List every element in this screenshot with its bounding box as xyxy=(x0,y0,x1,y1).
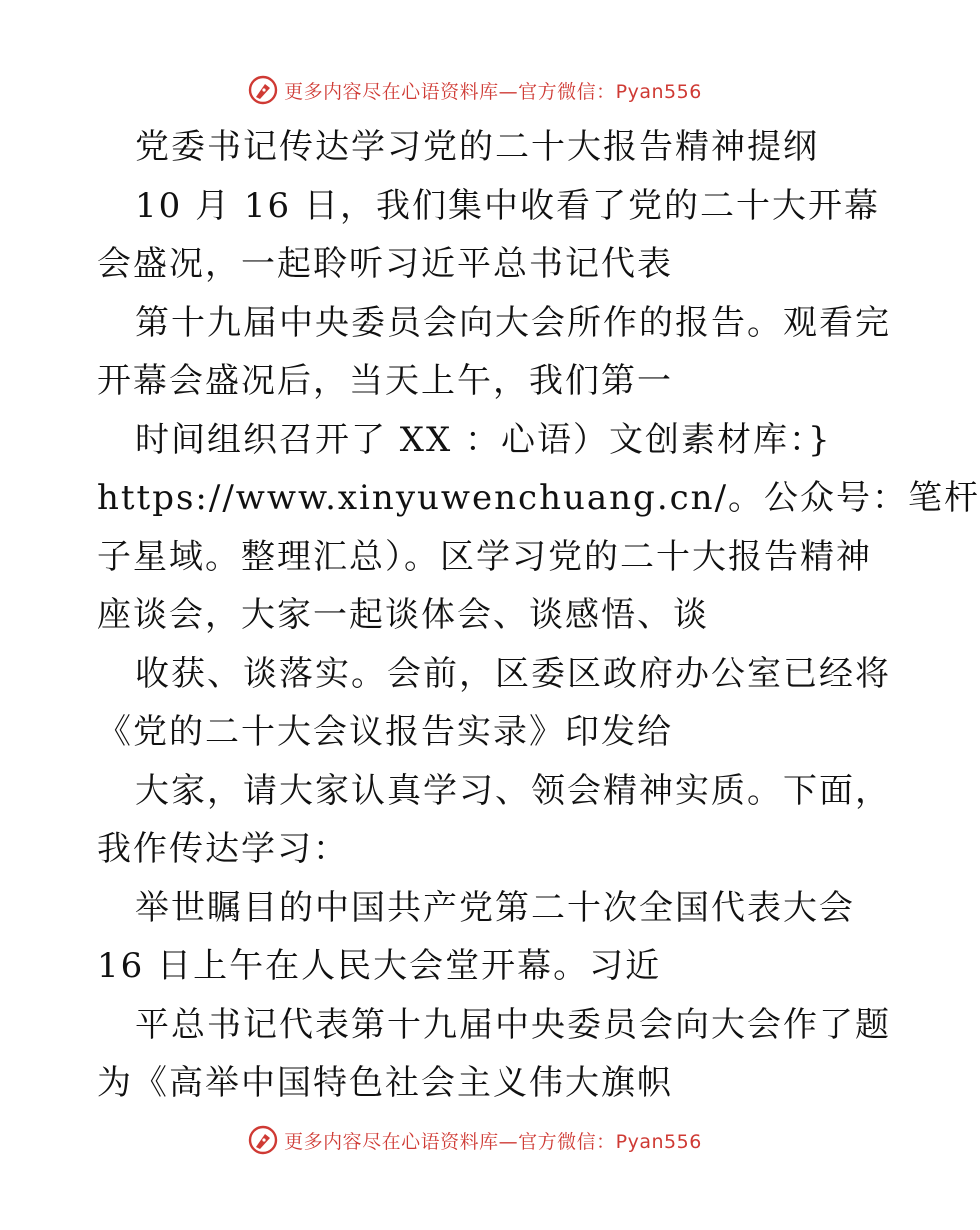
watermark-text: 更多内容尽在心语资料库—官方微信：Pyan556 xyxy=(284,80,702,103)
watermark-header xyxy=(0,70,950,110)
text-line: 座谈会，大家一起谈体会、谈感悟、谈 xyxy=(97,595,709,635)
text-line: 开幕会盛况后，当天上午，我们第一 xyxy=(97,361,673,401)
text-line: 举世瞩目的中国共产党第二十次全国代表大会 xyxy=(135,887,855,928)
text-line: 党委书记传达学习党的二十大报告精神提纲 xyxy=(135,127,819,167)
watermark-footer xyxy=(0,1120,950,1160)
text-line: 会盛况，一起聆听习近平总书记代表 xyxy=(97,244,673,284)
pen-nib-logo-icon xyxy=(248,1125,278,1155)
text-line: 第十九届中央委员会向大会所作的报告。观看完 xyxy=(135,302,891,343)
document-body xyxy=(97,118,980,1113)
text-line: 子星域。整理汇总）。区学习党的二十大报告精神 xyxy=(97,536,872,577)
text-line: 《党的二十大会议报告实录》印发给 xyxy=(97,712,673,752)
text-line: 16 日上午在人民大会堂开幕。习近 xyxy=(97,946,662,986)
text-line: 10 月 16 日，我们集中收看了党的二十大开幕 xyxy=(135,185,880,226)
text-line: 时间组织召开了 XX ：心语）文创素材库：} xyxy=(135,419,832,460)
text-line: 平总书记代表第十九届中央委员会向大会作了题 xyxy=(135,1004,891,1045)
text-line: 大家，请大家认真学习、领会精神实质。下面， xyxy=(135,770,891,811)
pen-nib-logo-icon xyxy=(248,75,278,105)
text-line: 为《高举中国特色社会主义伟大旗帜 xyxy=(97,1063,673,1103)
text-line: 我作传达学习： xyxy=(97,829,349,869)
watermark-text: 更多内容尽在心语资料库—官方微信：Pyan556 xyxy=(284,1130,702,1153)
text-line: 收获、谈落实。会前，区委区政府办公室已经将 xyxy=(135,653,891,694)
text-line: https://www.xinyuwenchuang.cn/。公众号：笔杆 xyxy=(97,478,980,518)
